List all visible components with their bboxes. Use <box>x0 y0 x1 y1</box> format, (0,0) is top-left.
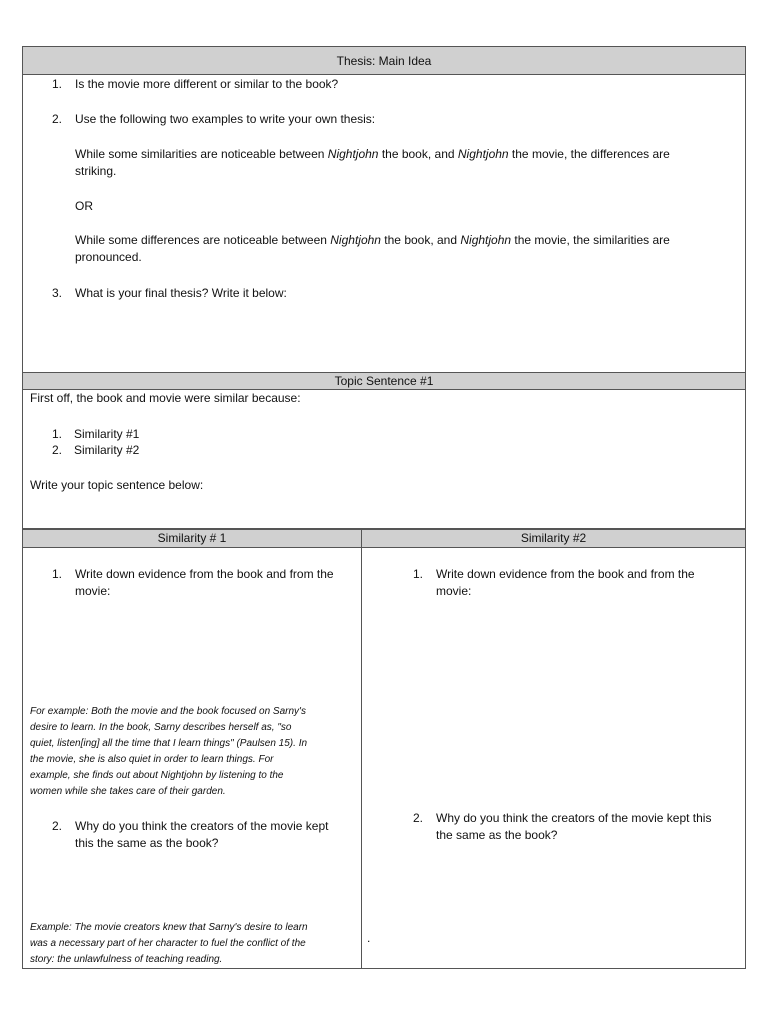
topic-item2-number: 2. <box>52 443 63 457</box>
sim1-q1-number: 1. <box>52 567 63 581</box>
sim2-q1-line2: movie: <box>436 584 472 598</box>
thesis-q3: What is your final thesis? Write it below: <box>75 286 287 300</box>
sim2-dot: . <box>367 931 371 945</box>
topic-item1-number: 1. <box>52 427 63 441</box>
similarity-2-header <box>361 529 746 548</box>
ex1-part-c: the book, and <box>378 147 458 161</box>
thesis-q1: Is the movie more different or similar to the book? <box>75 77 339 91</box>
thesis-example-2 <box>75 232 735 249</box>
sim1-example-line: example, she finds out about Nightjohn by listening to the <box>30 770 284 781</box>
similarity-2-header-label: Similarity #2 <box>520 531 587 545</box>
thesis-q2: Use the following two examples to write your own thesis: <box>75 112 376 126</box>
sim2-q2-line2: the same as the book? <box>436 828 558 842</box>
sim1-q1-line2: movie: <box>75 584 111 598</box>
similarity-1-header-label: Similarity # 1 <box>157 531 227 545</box>
thesis-header-label: Thesis: Main Idea <box>336 54 432 68</box>
topic-header-label: Topic Sentence #1 <box>334 374 434 388</box>
similarity-2-box <box>361 547 746 969</box>
thesis-q2-number: 2. <box>52 112 63 126</box>
ex2-title-book: Nightjohn <box>330 233 381 247</box>
thesis-header <box>22 46 746 75</box>
ex2-title-movie: Nightjohn <box>460 233 512 247</box>
similarity-1-header <box>22 529 362 548</box>
sim1-example2-line: story: the unlawfulness of teaching reading. <box>30 954 223 965</box>
thesis-or: OR <box>75 199 93 213</box>
thesis-example-1 <box>75 146 735 163</box>
ex2-part-c: the book, and <box>380 233 461 247</box>
topic-prompt: Write your topic sentence below: <box>30 478 204 492</box>
sim1-example2-line: was a necessary part of her character to fuel the conflict of the <box>30 938 306 949</box>
ex1-part-a: While some similarities are noticeable between <box>75 147 328 161</box>
ex2-part-e: the movie, the similarities are <box>511 233 670 247</box>
topic-header <box>22 372 746 390</box>
sim1-q1-line1: Write down evidence from the book and from the <box>75 567 334 581</box>
topic-item2: Similarity #2 <box>74 443 140 457</box>
sim2-q1-line1: Write down evidence from the book and from the <box>436 567 695 581</box>
thesis-q3-number: 3. <box>52 286 63 300</box>
topic-box <box>22 389 746 529</box>
topic-intro: First off, the book and movie were similar because: <box>30 391 301 405</box>
ex1-title-movie: Nightjohn <box>457 147 509 161</box>
sim2-q2-number: 2. <box>413 811 424 825</box>
sim1-example-line: women while she takes care of their garden. <box>30 786 226 797</box>
sim1-example-line: desire to learn. In the book, Sarny describes herself as, "so <box>30 722 292 733</box>
thesis-q1-number: 1. <box>52 77 63 91</box>
sim1-q2-line1: Why do you think the creators of the movie kept <box>75 819 329 833</box>
sim2-q2-line1: Why do you think the creators of the movie kept this <box>436 811 712 825</box>
ex1-part-e: the movie, the differences are <box>508 147 670 161</box>
ex1-title-book: Nightjohn <box>327 147 379 161</box>
sim1-example2-line: Example: The movie creators knew that Sarny's desire to learn <box>30 922 308 933</box>
sim1-q2-line2: this the same as the book? <box>75 836 219 850</box>
topic-item1: Similarity #1 <box>74 427 140 441</box>
sim1-example-line: the movie, she is also quiet in order to learn things. For <box>30 754 274 765</box>
sim1-example-line: quiet, listen[ing] all the time that I learn things" (Paulsen 15). In <box>30 738 308 749</box>
sim2-q1-number: 1. <box>413 567 424 581</box>
thesis-example-2-line2: pronounced. <box>75 250 142 264</box>
sim1-q2-number: 2. <box>52 819 63 833</box>
thesis-example-1-line2: striking. <box>75 164 117 178</box>
sim1-example-line: For example: Both the movie and the book focused on Sarny's <box>30 706 306 717</box>
ex2-part-a: While some differences are noticeable between <box>75 233 331 247</box>
